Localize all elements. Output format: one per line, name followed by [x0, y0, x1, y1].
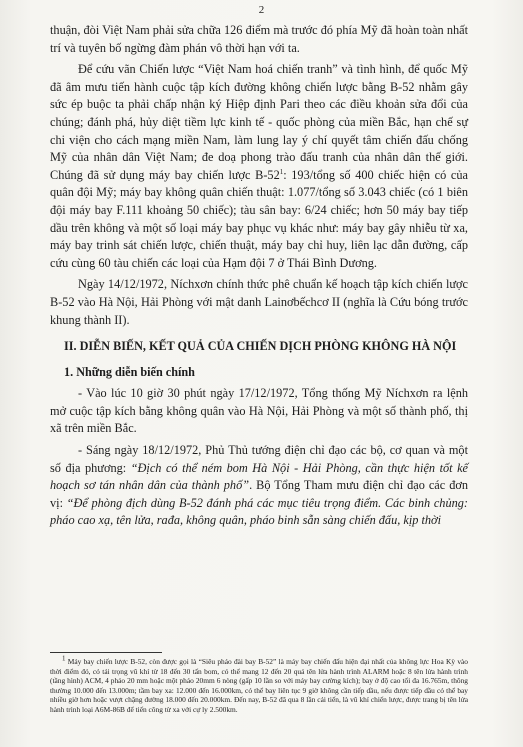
footnote-text: Máy bay chiến lược B-52, còn được gọi là “Siêu pháo đài bay B-52” là máy bay chiến đấu hiện đại nhất của không lực Hoa Kỳ vào thời điểm đó, có tải trọng vũ khí từ 18 đến 30 tấn bom, có thể mang 12 đến 20 quả tên lửa hành trình ALARM hoặc 8 tên lửa hành trình (tầng hình) ACM, 4 pháo 20 mm hoặc một pháo 20mm 6 nòng (gấp 10 lần so với máy bay cường kích); bay ở độ cao tối đa 16.765m, thông thường 10.000 đến 13.000m; tầm bay xa: 12.000 đến 16.000km, có thể bay liên tục 9 giờ không cần tiếp dầu, nếu được tiếp dầu có thể bay nhiều giờ hơn hoặc vượt chặng đường 18.000 đến 20.000km. Đến nay, B-52 đã qua 8 lần cải tiến, là vũ khí chiến lược, được trang bị tên lửa hành trình loại A6M-86B để tiến công từ xa với cự ly 2.500km.: [50, 657, 468, 714]
paragraph-directive-quote1: “Địch có thể ném bom Hà Nội - Hải Phòng, cần thực hiện tốt kế hoạch sơ tán nhân dân của thành phố”: [50, 460, 468, 493]
paragraph-strategy: [50, 61, 468, 272]
footnote: [50, 654, 468, 715]
paragraph-strategy-part1: Để cứu vãn Chiến lược “Việt Nam hoá chiến tranh” và tình hình, để quốc Mỹ đã âm mưu tiến hành cuộc tập kích đường không chiến lược bằng B-52 nhằm gây sức ép buộc ta phải chấp nhận ký Hiệp định Pari theo các điều khoản sửa đổi của chúng; đánh phá, hủy diệt tiềm lực kinh tế - quốc phòng của miền Bắc, hạn chế sự chi viện cho cách mạng miền Nam, làm lung lay ý chí quyết tâm chiến đấu chống Mỹ của nhân dân Việt Nam; đe doạ phong trào đấu tranh của nhân dân thế giới. Chúng đã sử dụng máy bay chiến lược B-52: [50, 62, 468, 182]
paragraph-directive: [50, 442, 468, 530]
footnote-reference: 1: [279, 167, 284, 176]
footnote-divider: [50, 652, 162, 653]
page-number: 2: [258, 4, 265, 16]
body-content: [50, 22, 468, 530]
subsection-heading: 1. Những diễn biến chính: [64, 364, 195, 379]
paragraph-directive-quote2: “Để phòng địch dùng B-52 đánh phá các mục tiêu trọng điểm. Các binh chủng: pháo cao xạ, tên lửa, rađa, không quân, pháo binh sẵn sàng chiến đấu, kịp thời: [50, 495, 468, 528]
footnote-marker: 1: [62, 654, 66, 663]
section-heading: II. DIỄN BIẾN, KẾT QUẢ CỦA CHIẾN DỊCH PHÒNG KHÔNG HÀ NỘI: [64, 339, 457, 354]
paragraph-continuation: thuận, đòi Việt Nam phải sửa chữa 126 điểm mà trước đó phía Mỹ đã hoàn toàn nhất trí và tuyên bố ngừng đàm phán vô thời hạn với ta.: [50, 23, 468, 55]
paragraph-directive-part1: - Sáng ngày 18/12/1972, Phủ Thủ tướng điện chỉ đạo các bộ, cơ quan và một số địa phương:: [50, 443, 468, 475]
paragraph-directive-part2: . Bộ Tổng Tham mưu điện chỉ đạo các đơn vị:: [50, 478, 468, 510]
paragraph-strategy-part2: : 193/tổng số 400 chiếc hiện có của quân đội Mỹ; máy bay không quân chiến thuật: 1.077/tổng số 3.043 chiếc (có 1 biên đội máy bay F.111 khoảng 50 chiếc); tàu sân bay: 6/24 chiếc; hơn 50 máy bay tiếp dầu trên không và một số loại máy bay phục vụ khác như: máy bay gây nhiễu từ xa, máy bay trinh sát chiến lược, chiến thuật, máy bay chỉ huy, liên lạc dẫn đường, cấp cứu cùng 60 tàu chiến các loại của Hạm đội 7 ở Thái Bình Dương.: [50, 167, 468, 270]
paragraph-approval: Ngày 14/12/1972, Níchxơn chính thức phê chuẩn kế hoạch tập kích chiến lược B-52 vào Hà Nội, Hải Phòng với mật danh Lainơbếchcơ II (nghĩa là Cứu bóng trước khung thành II).: [50, 277, 468, 327]
paragraph-order: - Vào lúc 10 giờ 30 phút ngày 17/12/1972, Tổng thống Mỹ Níchxơn ra lệnh mở cuộc tập kích bằng không quân vào Hà Nội, Hải Phòng và một số thành phố, thị xã trên miền Bắc.: [50, 386, 468, 436]
